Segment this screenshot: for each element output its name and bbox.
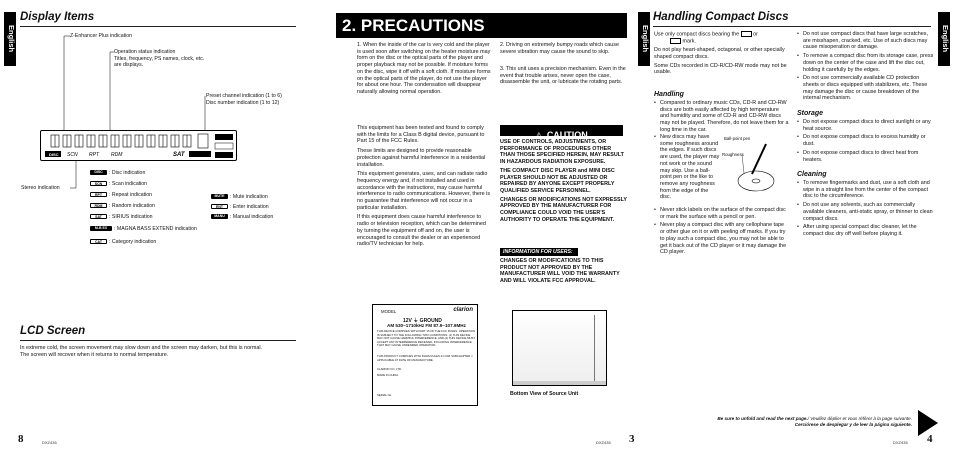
handling-item: • Compared to ordinary music CDs, CD-R and CD-RW discs are both easily affected by high temperature and humidity and some of CD-R and CD-RW discs may not be played. Therefore, do not leave them for a long time in the car.	[654, 100, 789, 134]
indicator-mute: MUTE : Mute indication	[211, 194, 268, 201]
precautions-title-bar	[336, 13, 627, 38]
lcd-screen-text: In extreme cold, the screen movement may slow down and the screen may darken, but this is normal. The screen will recover when it returns to normal temperature.	[20, 345, 263, 358]
storage-item: • Do not expose compact discs to excess humidity or dust.	[797, 134, 934, 147]
stereo-callout: Stereo indication	[21, 185, 60, 191]
roughness-label: Roughness	[722, 152, 744, 157]
label-fine-print-3: CLARION CO.,LTD.	[377, 367, 402, 371]
precaution-item-2: 2. Driving on extremely bumpy roads which cause severe vibration may cause the sound to skip.	[500, 42, 619, 55]
handling-item: • To remove a compact disc from its storage case, press down on the center of the case and lift the disc out, holding it carefully by the edges.	[797, 53, 934, 73]
info-for-users-header: INFORMATION FOR USERS:	[500, 248, 578, 256]
indicator-magna-bass: M-B EX : MAGNA BASS EXTEND indication	[90, 226, 197, 233]
sirius-indicator-icon: SAT	[90, 214, 107, 219]
cleaning-subtitle: Cleaning	[797, 171, 827, 178]
category-indicator-icon: CAT	[90, 239, 107, 244]
lcd-rdm-seg: RDM	[111, 152, 123, 158]
disc-pen-illustration	[722, 136, 790, 206]
handling-item: • Never play a compact disc with any cellophane tape or other glue on it or with peeling off marks. If you try to play such a compact disc, you may not be able to get it back out of the CD player or it may damage the CD player.	[654, 222, 789, 256]
page-number-3: 3	[629, 433, 635, 445]
handling-cds-rule	[653, 26, 931, 27]
language-tab-right-outer: English	[938, 12, 950, 66]
indicator-random: RDM : Random indication	[90, 203, 155, 210]
handling-item: • Do not use compact discs that have large scratches, are misshapen, cracked, etc. Use of such discs may cause misoperation or damage.	[797, 31, 934, 51]
indicator-sirius: SAT : SIRIUS indication	[90, 214, 153, 221]
handling-item: • Never stick labels on the surface of the compact disc or mark the surface with a pencil or pen.	[654, 207, 789, 220]
source-unit-bottom-view	[512, 310, 607, 386]
cleaning-list	[797, 180, 934, 240]
indicator-scan: SCN : Scan indication	[90, 181, 147, 188]
disc-indicator-icon: DISC	[90, 170, 107, 175]
mute-indicator-icon: MUTE	[211, 194, 228, 199]
lcd-scn-seg: SCN	[67, 152, 78, 158]
cleaning-item: • To remove fingermarks and dust, use a soft cloth and wipe in a straight line from the center of the compact disc to the circumference.	[797, 180, 934, 200]
indicator-manual: MANU : Manual indication	[211, 214, 273, 221]
indicator-disc: DISC : Disc indication	[90, 170, 145, 177]
operation-status-callout: Operation status indication Titles, frequency, PS names, clock, etc. are displays.	[114, 49, 205, 68]
compact-disc-logo-icon	[741, 31, 752, 37]
magna-bass-indicator-icon: M-B EX	[90, 226, 112, 231]
lcd-screen-title: LCD Screen	[20, 325, 86, 337]
label-frequency: AM 530~1710kHz FM 87.9~107.9MHz	[387, 323, 466, 328]
label-serial: SERIAL No.	[377, 393, 392, 397]
compact-disc-rw-logo-icon	[670, 38, 681, 44]
handling-item: • Do not use commercially available CD protection sheets or discs equipped with stabilizers, etc. These may damage the disc or cause breakdown of the internal mechanism.	[797, 75, 934, 102]
label-fine-print-2: THIS PRODUCT COMPLIES WITH DHHS RULES 21 CFR SUBCHAPTER J APPLICABLE AT DATE OF MANUFACTURE.	[377, 354, 473, 362]
lcd-disc-seg: DISC	[49, 152, 59, 157]
language-tab-left: English	[4, 12, 16, 66]
page-code-right: DXZ435	[893, 440, 908, 445]
storage-list	[797, 119, 934, 165]
page-number-8: 8	[18, 433, 24, 445]
label-brand-logo: clarion	[453, 307, 473, 313]
z-enhancer-callout: Z-Enhancer Plus indication	[70, 33, 132, 39]
page-code-left: DXZ435	[42, 440, 57, 445]
language-tab-right-inner: English	[638, 12, 650, 66]
label-fine-print-1: THIS DEVICE COMPLIES WITH PART 15 OF THE FCC RULES. OPERATION IS SUBJECT TO THE FOLLOWING TWO CONDITIONS: (1) THIS DEVICE MAY NOT CAUSE HARMFUL INTERFERENCE, AND (2) THIS DEVICE MUST ACCEPT ANY INTERFERENCE RECEIVED, INCLUDING INTERFERENCE THAT MAY CAUSE UNDESIRED OPERATION.	[377, 329, 476, 348]
indicator-category: CAT : Category indication	[90, 239, 156, 246]
indicator-enter: ENT : Enter indication	[211, 204, 269, 211]
display-items-title: Display Items	[20, 11, 95, 23]
handling-list-rest	[654, 207, 789, 258]
source-unit-caption: Bottom View of Source Unit	[510, 391, 579, 397]
ballpoint-pen-label: Ball-point pen	[724, 136, 751, 141]
indicator-repeat: RPT : Repeat indication	[90, 192, 152, 199]
warning-triangle-icon: ⚠	[535, 131, 543, 140]
unfold-notice: Be sure to unfold and read the next page./ Veuillez déplier et vous référer à la page suivante. Cerciórese de desplegar y de leer la página siguiente.	[717, 416, 912, 427]
disc-roughness-diagram	[722, 136, 790, 206]
lcd-display-panel	[40, 130, 237, 161]
handling-list-col2	[797, 31, 934, 104]
enter-indicator-icon: ENT	[211, 204, 228, 209]
product-label-card	[372, 304, 478, 406]
repeat-indicator-icon: RPT	[90, 192, 107, 197]
precaution-item-1: 1. When the inside of the car is very cold and the player is used soon after switching on the heater moisture may form on the disc or the optical parts of the player and proper playback may not be possible. If moisture forms on the disc, wipe it off with a soft cloth. If moisture forms on the optical parts of the player, do not use the player for about one hour. The condensation will disappear naturally allowing normal operation.	[357, 42, 491, 95]
cleaning-item: • After using special compact disc cleaner, let the compact disc dry off well before playing it.	[797, 224, 934, 237]
fcc-statement: This equipment has been tested and found to comply with the limits for a Class B digital device, pursuant to Part 15 of the FCC Rules. These limits are designed to provide reasonable protection against harmful interference in a residential installation. This equipment generates, uses, and can radiate radio frequency energy and, if not installed and used in accordance with the instructions, may cause harmful interference to radio communications. However, there is no guarantee that interference will not occur in a particular installation. If this equipment does cause harmful interference to radio or television reception, which can be determined by turning the equipment off and on, the user is encouraged to consult the dealer or an experienced radio/TV technician for help.	[357, 125, 491, 248]
lcd-rpt-seg: RPT	[89, 152, 99, 158]
lcd-segments-graphic	[41, 131, 238, 162]
caution-header: ⚠ CAUTION	[500, 125, 623, 136]
storage-item: • Do not expose compact discs to direct heat from heaters.	[797, 150, 934, 163]
lcd-screen-rule	[20, 340, 296, 341]
precaution-item-3: 3. This unit uses a precision mechanism. Even in the event that trouble arises, never open the case, disassemble the unit, or lubricate the rotating parts.	[500, 66, 626, 86]
handling-subtitle: Handling	[654, 91, 684, 98]
info-for-users-text: CHANGES OR MODIFICATIONS TO THIS PRODUCT NOT APPROVED BY THE MANUFACTURER WILL VOID THE WARRANTY AND WILL VIOLATE FCC APPROVAL.	[500, 258, 620, 285]
label-power: 12V ⏚ GROUND	[403, 318, 442, 324]
storage-item: • Do not expose compact discs to direct sunlight or any heat source.	[797, 119, 934, 132]
label-fine-print-4: MADE IN CHINA	[377, 373, 399, 377]
handling-list-col1	[654, 100, 789, 136]
handling-cds-title: Handling Compact Discs	[653, 11, 789, 23]
caution-text: USE OF CONTROLS, ADJUSTMENTS, OR PERFORMANCE OF PROCEDURES OTHER THAN THOSE SPECIFIED HEREIN, MAY RESULT IN HAZARDOUS RADIATION EXPOSURE. THE COMPACT DISC PLAYER and MINI DISC PLAYER SHOULD NOT BE ADJUSTED OR REPAIRED BY ANYONE EXCEPT PROPERLY QUALIFIED SERVICE PERSONNEL. CHANGES OR MODIFICATIONS NOT EXPRESSLY APPROVED BY THE MANUFACTURER FOR COMPLIANCE COULD VOID THE USER'S AUTHORITY TO OPERATE THE EQUIPMENT.	[500, 139, 627, 223]
handling-item: • New discs may have some roughness around the edges. If such discs are used, the player may not work or the sound may skip. Use a ball-point pen or the like to remove any roughness from the edge of the disc.	[654, 134, 720, 201]
lcd-sat-seg: SAT	[173, 152, 185, 158]
handling-intro: Use only compact discs bearing the or mark. Do not play heart-shaped, octagonal, or other specially shaped compact discs. Some CDs recorded in CD-R/CD-RW mode may not be usable.	[654, 31, 787, 76]
manual-indicator-icon: MANU	[211, 214, 228, 219]
scan-indicator-icon: SCN	[90, 181, 107, 186]
callout-leader-lines	[0, 0, 300, 200]
precautions-title: 2. PRECAUTIONS	[342, 16, 485, 35]
cleaning-item: • Do not use any solvents, such as commercially available cleaners, anti-static spray, or thinner to clean compact discs.	[797, 202, 934, 222]
preset-channel-callout: Preset channel indication (1 to 6) Disc number indication (1 to 12)	[206, 93, 282, 106]
handling-list-newdiscs	[654, 134, 720, 203]
page-number-4: 4	[927, 433, 933, 445]
storage-subtitle: Storage	[797, 110, 824, 117]
page-code-middle: DXZ435	[596, 440, 611, 445]
label-model: MODEL	[381, 309, 397, 314]
random-indicator-icon: RDM	[90, 203, 107, 208]
